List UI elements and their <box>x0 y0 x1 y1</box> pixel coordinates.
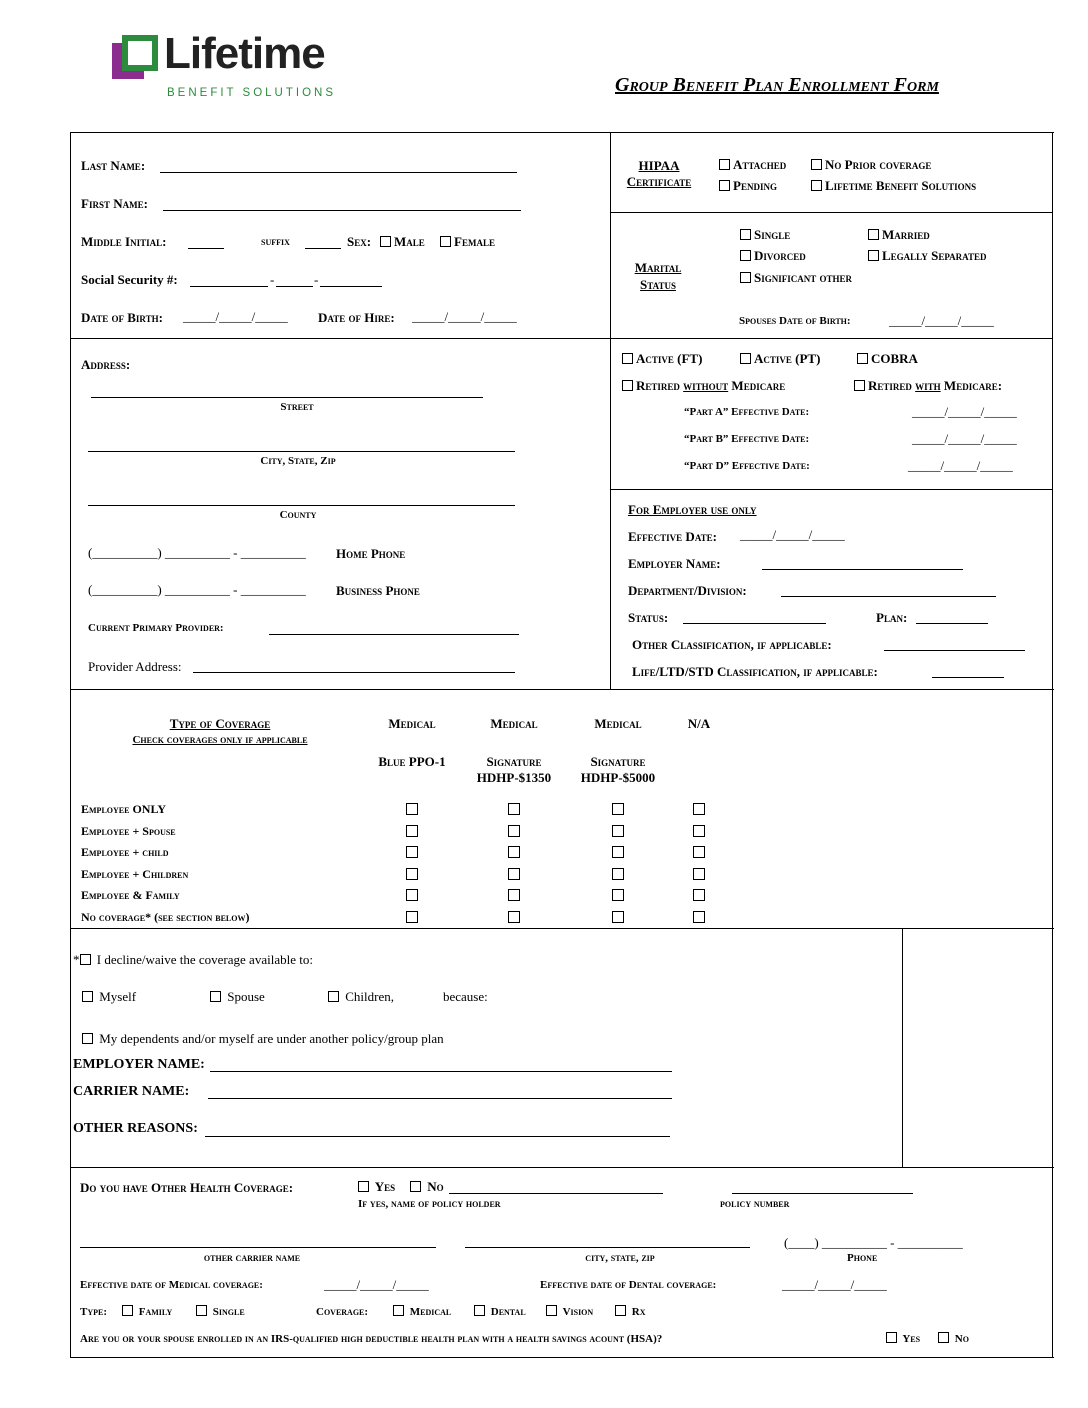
active-ft-checkbox[interactable] <box>622 353 633 364</box>
divider-mid <box>610 132 611 689</box>
cov-rx-checkbox[interactable] <box>615 1305 626 1316</box>
coverage-checkbox[interactable] <box>508 911 520 923</box>
ssn-field-3[interactable] <box>320 286 382 287</box>
divider-r1 <box>610 212 1052 213</box>
coverage-checkbox[interactable] <box>406 803 418 815</box>
coverage-col-header-1: Medical <box>490 716 538 731</box>
dental-eff-label: Effective date of Dental coverage: <box>540 1279 717 1291</box>
coverage-checkbox[interactable] <box>693 803 705 815</box>
male-checkbox[interactable] <box>380 236 391 247</box>
coverage-checkbox[interactable] <box>406 825 418 837</box>
first-name-field[interactable] <box>163 210 521 211</box>
coverage-label: Coverage: <box>316 1306 369 1318</box>
ssn-field-2[interactable] <box>276 286 313 287</box>
coverage-row-label: Employee & Family <box>81 888 180 902</box>
active-pt-checkbox[interactable] <box>740 353 751 364</box>
status-field[interactable] <box>683 623 826 624</box>
type-label: Type: <box>80 1306 107 1318</box>
waive-spouse[interactable]: Spouse <box>210 989 265 1005</box>
other-carrier-field[interactable] <box>80 1247 436 1248</box>
coverage-checkbox[interactable] <box>693 868 705 880</box>
plan-field[interactable] <box>916 623 988 624</box>
middle-initial-label: Middle Initial: <box>81 234 167 249</box>
coverage-check-header: Check coverages only if applicable <box>132 734 308 746</box>
type-family[interactable]: Family <box>122 1305 172 1318</box>
other-class-field[interactable] <box>884 650 1025 651</box>
coverage-row-label: No coverage* (see section below) <box>81 910 250 924</box>
cov-vision-checkbox[interactable] <box>546 1305 557 1316</box>
coverage-col-sub1-2: Signature <box>590 754 646 769</box>
hsa-yes-checkbox[interactable] <box>886 1332 897 1343</box>
logo-mark-icon <box>112 35 160 81</box>
marital-divorced[interactable]: Divorced <box>740 248 806 264</box>
spouse-dob-field[interactable]: _____/_____/_____ <box>889 313 994 328</box>
waive-myself[interactable]: Myself <box>82 989 136 1005</box>
coverage-col-header-3: N/A <box>687 716 711 731</box>
other-class-label: Other Classification, if applicable: <box>632 637 832 652</box>
hipaa-lifetime[interactable]: Lifetime Benefit Solutions <box>811 178 976 194</box>
coverage-checkbox[interactable] <box>693 911 705 923</box>
part-a-field[interactable]: _____/_____/_____ <box>912 404 1017 419</box>
provider-address-field[interactable] <box>193 672 515 673</box>
coverage-checkbox[interactable] <box>612 825 624 837</box>
part-d-label: “Part D” Effective Date: <box>684 460 810 472</box>
department-field[interactable] <box>781 596 996 597</box>
coverage-checkbox[interactable] <box>693 889 705 901</box>
coverage-checkbox[interactable] <box>612 911 624 923</box>
other-coverage-question: Do you have Other Health Coverage: <box>80 1180 294 1195</box>
employer-name-field[interactable] <box>762 569 963 570</box>
cov-dental-checkbox[interactable] <box>474 1305 485 1316</box>
coverage-checkbox[interactable] <box>612 868 624 880</box>
coverage-type-header: Type of Coverage <box>169 716 271 731</box>
married-checkbox[interactable] <box>868 229 879 240</box>
cobra[interactable]: COBRA <box>857 351 918 367</box>
coverage-checkbox[interactable] <box>406 846 418 858</box>
waiver-employer-field[interactable] <box>210 1071 672 1072</box>
hsa-no[interactable]: No <box>938 1332 969 1345</box>
county-caption: County <box>279 509 317 521</box>
hsa-no-checkbox[interactable] <box>938 1332 949 1343</box>
cov-rx[interactable]: Rx <box>615 1305 645 1318</box>
home-phone-label: Home Phone <box>336 546 406 561</box>
suffix-label: suffix <box>261 236 290 248</box>
type-single[interactable]: Single <box>196 1305 245 1318</box>
myself-checkbox[interactable] <box>82 991 93 1002</box>
business-phone-label: Business Phone <box>336 583 420 598</box>
coverage-checkbox[interactable] <box>406 911 418 923</box>
policy-number-caption: policy number <box>720 1198 790 1210</box>
employer-name-label: Employer Name: <box>628 556 721 571</box>
active-ft[interactable]: Active (FT) <box>622 351 702 367</box>
logo <box>112 29 362 103</box>
other-carrier-caption: other carrier name <box>203 1252 301 1264</box>
coverage-checkbox[interactable] <box>406 889 418 901</box>
hipaa-no-prior[interactable]: No Prior coverage <box>811 157 931 173</box>
dob-field[interactable]: _____/_____/_____ <box>183 309 288 324</box>
type-single-checkbox[interactable] <box>196 1305 207 1316</box>
divider-4 <box>70 1167 1054 1168</box>
part-b-field[interactable]: _____/_____/_____ <box>912 431 1017 446</box>
brand-name: Lifetime <box>164 29 325 78</box>
significant-other-checkbox[interactable] <box>740 272 751 283</box>
policy-number-field[interactable] <box>732 1193 913 1194</box>
lifetime-checkbox[interactable] <box>811 180 822 191</box>
cov-dental[interactable]: Dental <box>474 1305 526 1318</box>
marital-married[interactable]: Married <box>868 227 930 243</box>
coverage-checkbox[interactable] <box>612 803 624 815</box>
marital-significant[interactable]: Significant other <box>740 270 852 286</box>
last-name-field[interactable] <box>160 172 517 173</box>
form-title: Group Benefit Plan Enrollment Form <box>615 74 939 96</box>
county-field[interactable] <box>88 505 515 506</box>
primary-provider-field[interactable] <box>269 634 519 635</box>
marital-label-1: Marital <box>634 260 682 275</box>
waiver-carrier-label: CARRIER NAME: <box>73 1084 190 1099</box>
children-checkbox[interactable] <box>328 991 339 1002</box>
attached-checkbox[interactable] <box>719 159 730 170</box>
street-field[interactable] <box>91 397 483 398</box>
cov-vision[interactable]: Vision <box>546 1305 593 1318</box>
family-checkbox[interactable] <box>122 1305 133 1316</box>
coverage-col-sub1-0: Blue PPO-1 <box>378 754 446 769</box>
retired-with-checkbox[interactable] <box>854 380 865 391</box>
waive-children[interactable]: Children, <box>328 989 394 1005</box>
divider-3 <box>70 928 1054 929</box>
marital-single[interactable]: Single <box>740 227 790 243</box>
life-class-label: Life/LTD/STD Classification, if applicable: <box>632 664 878 679</box>
active-pt[interactable]: Active (PT) <box>740 351 820 367</box>
sex-female[interactable]: Female <box>440 234 495 250</box>
provider-address-label: Provider Address: <box>88 659 182 674</box>
eff-date-label: Effective Date: <box>628 529 717 544</box>
life-class-field[interactable] <box>932 677 1004 678</box>
marital-label-2: Status <box>640 277 676 292</box>
sex-male[interactable]: Male <box>380 234 425 250</box>
department-label: Department/Division: <box>628 583 747 598</box>
cov-medical-checkbox[interactable] <box>393 1305 404 1316</box>
retired-without-checkbox[interactable] <box>622 380 633 391</box>
coverage-row-label: Employee + Children <box>81 867 189 881</box>
no-prior-checkbox[interactable] <box>811 159 822 170</box>
hipaa-attached[interactable]: Attached <box>719 157 786 173</box>
other-city-caption: city, state, zip <box>585 1252 655 1264</box>
status-label: Status: <box>628 610 669 625</box>
part-b-label: “Part B” Effective Date: <box>684 433 810 445</box>
doh-field[interactable]: _____/_____/_____ <box>412 309 517 324</box>
hipaa-label-1: HIPAA <box>638 158 680 173</box>
coverage-checkbox[interactable] <box>612 889 624 901</box>
other-no[interactable]: No <box>410 1179 444 1195</box>
decline-checkbox[interactable] <box>80 954 91 965</box>
coverage-col-header-0: Medical <box>388 716 436 731</box>
divorced-checkbox[interactable] <box>740 250 751 261</box>
address-label: Address: <box>81 357 131 372</box>
waiver-carrier-field[interactable] <box>208 1098 672 1099</box>
city-caption: City, State, Zip <box>260 455 336 467</box>
coverage-col-sub2-1: HDHP-$1350 <box>476 770 552 785</box>
single-checkbox[interactable] <box>740 229 751 240</box>
street-caption: Street <box>280 401 314 413</box>
middle-initial-field[interactable] <box>188 248 224 249</box>
last-name-label: Last Name: <box>81 158 146 173</box>
hipaa-label-2: Certificate <box>626 174 692 189</box>
ssn-field-1[interactable] <box>190 286 268 287</box>
coverage-checkbox[interactable] <box>508 846 520 858</box>
other-policy-row[interactable]: My dependents and/or myself are under another policy/group plan <box>82 1031 444 1047</box>
coverage-checkbox[interactable] <box>693 825 705 837</box>
frame-left <box>70 132 71 1357</box>
doh-label: Date of Hire: <box>318 310 395 325</box>
other-yes-checkbox[interactable] <box>358 1181 369 1192</box>
coverage-row-label: Employee ONLY <box>81 802 167 816</box>
medical-eff-label: Effective date of Medical coverage: <box>80 1279 263 1291</box>
employer-use-header: For Employer use only <box>628 502 757 517</box>
coverage-checkbox[interactable] <box>508 868 520 880</box>
other-phone-caption: Phone <box>847 1252 878 1264</box>
other-no-checkbox[interactable] <box>410 1181 421 1192</box>
spouse-checkbox[interactable] <box>210 991 221 1002</box>
plan-label: Plan: <box>876 610 908 625</box>
coverage-col-sub1-1: Signature <box>486 754 542 769</box>
frame-bottom <box>70 1357 1054 1358</box>
ssn-label: Social Security #: <box>81 272 178 287</box>
sex-label: Sex: <box>347 234 372 249</box>
coverage-row-label: Employee + child <box>81 845 169 859</box>
marital-separated[interactable]: Legally Separated <box>868 248 987 264</box>
coverage-checkbox[interactable] <box>508 889 520 901</box>
other-phone-field[interactable]: (____) __________ - __________ <box>784 1235 963 1250</box>
coverage-checkbox[interactable] <box>508 825 520 837</box>
coverage-checkbox[interactable] <box>612 846 624 858</box>
pending-checkbox[interactable] <box>719 180 730 191</box>
part-d-field[interactable]: _____/_____/_____ <box>908 458 1013 473</box>
coverage-checkbox[interactable] <box>693 846 705 858</box>
primary-provider-label: Current Primary Provider: <box>88 622 224 634</box>
divider-1 <box>70 338 610 339</box>
divider-2 <box>70 689 1054 690</box>
spouse-dob-label: Spouses Date of Birth: <box>739 315 851 327</box>
first-name-label: First Name: <box>81 196 148 211</box>
waiver-employer-label: EMPLOYER NAME: <box>73 1057 205 1072</box>
coverage-col-header-2: Medical <box>594 716 642 731</box>
female-checkbox[interactable] <box>440 236 451 247</box>
because-label: because: <box>443 989 488 1004</box>
cov-medical[interactable]: Medical <box>393 1305 451 1318</box>
divider-r2 <box>610 338 1052 339</box>
policy-holder-caption: If yes, name of policy holder <box>358 1198 501 1210</box>
dental-eff-field[interactable]: _____/_____/_____ <box>782 1277 887 1292</box>
frame-top <box>70 132 1054 133</box>
frame-right <box>1052 132 1053 1357</box>
medical-eff-field[interactable]: _____/_____/_____ <box>324 1277 429 1292</box>
retired-without[interactable]: Retired without Medicare <box>622 378 785 394</box>
dob-label: Date of Birth: <box>81 310 163 325</box>
divider-r3 <box>610 489 1052 490</box>
divider-waiver-right <box>902 928 903 1167</box>
cobra-checkbox[interactable] <box>857 353 868 364</box>
home-phone-field[interactable]: (__________) __________ - __________ <box>88 545 306 560</box>
coverage-col-sub2-2: HDHP-$5000 <box>580 770 656 785</box>
waiver-reasons-field[interactable] <box>205 1136 670 1137</box>
policy-holder-field[interactable] <box>449 1193 663 1194</box>
business-phone-field[interactable]: (__________) __________ - __________ <box>88 582 306 597</box>
separated-checkbox[interactable] <box>868 250 879 261</box>
retired-with[interactable]: Retired with Medicare: <box>854 378 1002 394</box>
waiver-reasons-label: OTHER REASONS: <box>73 1121 198 1136</box>
decline-row[interactable]: * I decline/waive the coverage available to: <box>73 952 313 967</box>
other-yes[interactable]: Yes <box>358 1179 395 1195</box>
other-policy-checkbox[interactable] <box>82 1033 93 1044</box>
hsa-question: Are you or your spouse enrolled in an IRS-qualified high deductible health plan with a health savings acount (HSA)? <box>80 1333 663 1345</box>
brand-tagline: BENEFIT SOLUTIONS <box>167 87 337 99</box>
hipaa-pending[interactable]: Pending <box>719 178 777 194</box>
part-a-label: “Part A” Effective Date: <box>684 406 810 418</box>
coverage-checkbox[interactable] <box>406 868 418 880</box>
coverage-checkbox[interactable] <box>508 803 520 815</box>
coverage-row-label: Employee + Spouse <box>81 824 176 838</box>
other-city-field[interactable] <box>465 1247 750 1248</box>
city-field[interactable] <box>88 451 515 452</box>
hsa-yes[interactable]: Yes <box>886 1332 920 1345</box>
eff-date-field[interactable]: _____/_____/_____ <box>740 527 845 542</box>
suffix-field[interactable] <box>305 248 341 249</box>
